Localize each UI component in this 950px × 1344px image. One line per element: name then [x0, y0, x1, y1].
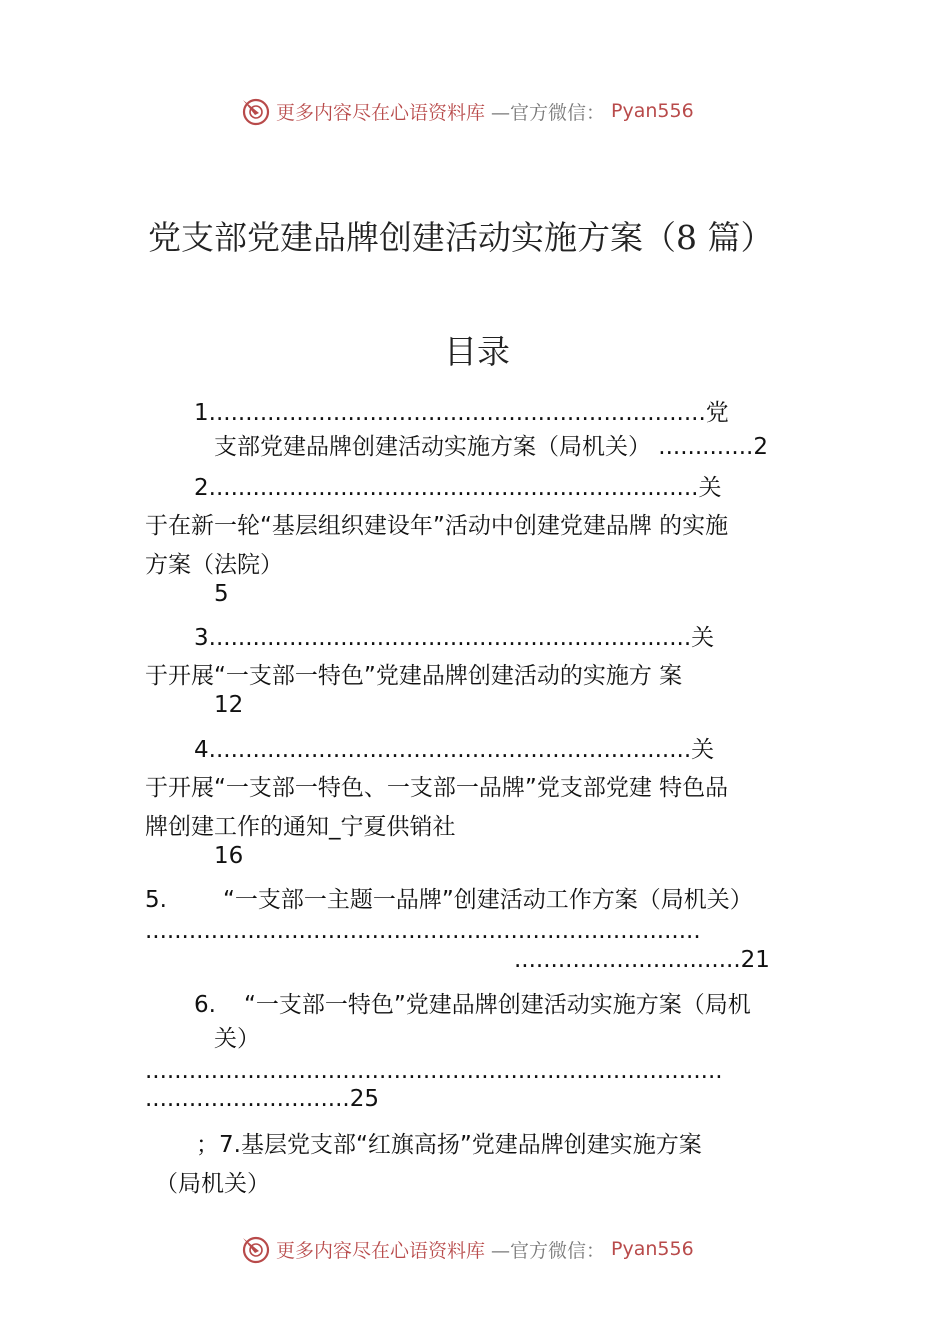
toc-entry-4-line2[interactable]: 于开展“一支部一特色、一支部一品牌”党支部党建 特色品: [145, 775, 729, 801]
toc-page-number: 2: [753, 434, 768, 460]
toc-page-number: 25: [349, 1086, 379, 1112]
toc-entry-2-line2[interactable]: 于在新一轮“基层组织建设年”活动中创建党建品牌 的实施: [145, 513, 729, 539]
dot-leader: ...................................................................: [215, 400, 706, 426]
header-watermark: [240, 96, 694, 126]
dot-leader: .............: [651, 434, 754, 460]
toc-entry-number: 5.: [145, 887, 167, 913]
toc-entry-text: 党: [705, 400, 729, 426]
toc-entry-text: “一支部一主题一品牌”创建活动工作方案（局机关）: [222, 887, 753, 913]
toc-entry-6-leader[interactable]: [145, 1086, 379, 1112]
toc-entry-text: 7.基层党支部“红旗高扬”党建品牌创建实施方案: [219, 1132, 702, 1158]
toc-entry-prefix: ；: [196, 1132, 219, 1158]
watermark-separator: —官方微信：: [491, 1239, 606, 1262]
toc-entry-5-leader[interactable]: [514, 947, 770, 973]
toc-entry-number: 4.: [194, 737, 216, 763]
toc-entry-7-line2[interactable]: （局机关）: [155, 1171, 270, 1197]
toc-entry-6-line2[interactable]: 关）: [214, 1026, 260, 1052]
toc-page-number[interactable]: 12: [214, 692, 244, 718]
toc-entry-6[interactable]: [194, 986, 751, 1019]
watermark-text: 更多内容尽在心语资料库: [276, 101, 486, 124]
dot-leader: ...............................................................................: [145, 1058, 723, 1084]
toc-entry-text: 关: [691, 737, 715, 763]
toc-entry-4-line3[interactable]: 牌创建工作的通知_宁夏供销社: [145, 814, 456, 840]
toc-entry-text: “一支部一特色”党建品牌创建活动实施方案（局机: [243, 992, 751, 1018]
dot-leader: .................................................................: [215, 625, 692, 651]
toc-entry-3-line2[interactable]: 于开展“一支部一特色”党建品牌创建活动的实施方 案: [145, 663, 683, 689]
toc-entry-7[interactable]: [196, 1126, 702, 1159]
watermark-wechat-id: Pyan556: [611, 1238, 694, 1260]
watermark-wechat-id: Pyan556: [611, 100, 694, 122]
toc-entry-number: 6.: [194, 992, 216, 1018]
toc-entry-2-line3[interactable]: 方案（法院）: [145, 552, 283, 578]
toc-entry-1[interactable]: [194, 394, 820, 427]
toc-entry-2[interactable]: [194, 469, 820, 502]
toc-entry-1-continued[interactable]: [214, 428, 768, 461]
toc-entry-5[interactable]: [145, 881, 753, 914]
document-title: 党支部党建品牌创建活动实施方案（8 篇）: [148, 218, 774, 257]
pen-logo-icon: [240, 1234, 270, 1264]
dot-leader: .................................................................: [215, 737, 692, 763]
toc-entry-text: 关: [691, 625, 715, 651]
dot-leader: ...............................: [514, 947, 741, 973]
toc-page-number[interactable]: 16: [214, 843, 244, 869]
toc-entry-text: 支部党建品牌创建活动实施方案（局机关）: [214, 434, 651, 460]
watermark-text: 更多内容尽在心语资料库: [276, 1239, 486, 1262]
watermark-separator: —官方微信：: [491, 101, 606, 124]
toc-entry-number: 3.: [194, 625, 216, 651]
toc-heading: 目录: [444, 332, 510, 371]
dot-leader: ............................................................................: [145, 918, 701, 944]
dot-leader: ............................: [145, 1086, 350, 1112]
toc-entry-number: 1.: [194, 400, 216, 426]
toc-entry-4[interactable]: [194, 731, 806, 764]
toc-entry-number: 2.: [194, 475, 216, 501]
toc-page-number[interactable]: 5: [214, 581, 229, 607]
toc-page-number: 21: [740, 947, 770, 973]
footer-watermark: [240, 1234, 694, 1264]
toc-entry-3[interactable]: [194, 619, 806, 652]
pen-logo-icon: [240, 96, 270, 126]
toc-entry-text: 关: [698, 475, 722, 501]
dot-leader: ..................................................................: [215, 475, 699, 501]
